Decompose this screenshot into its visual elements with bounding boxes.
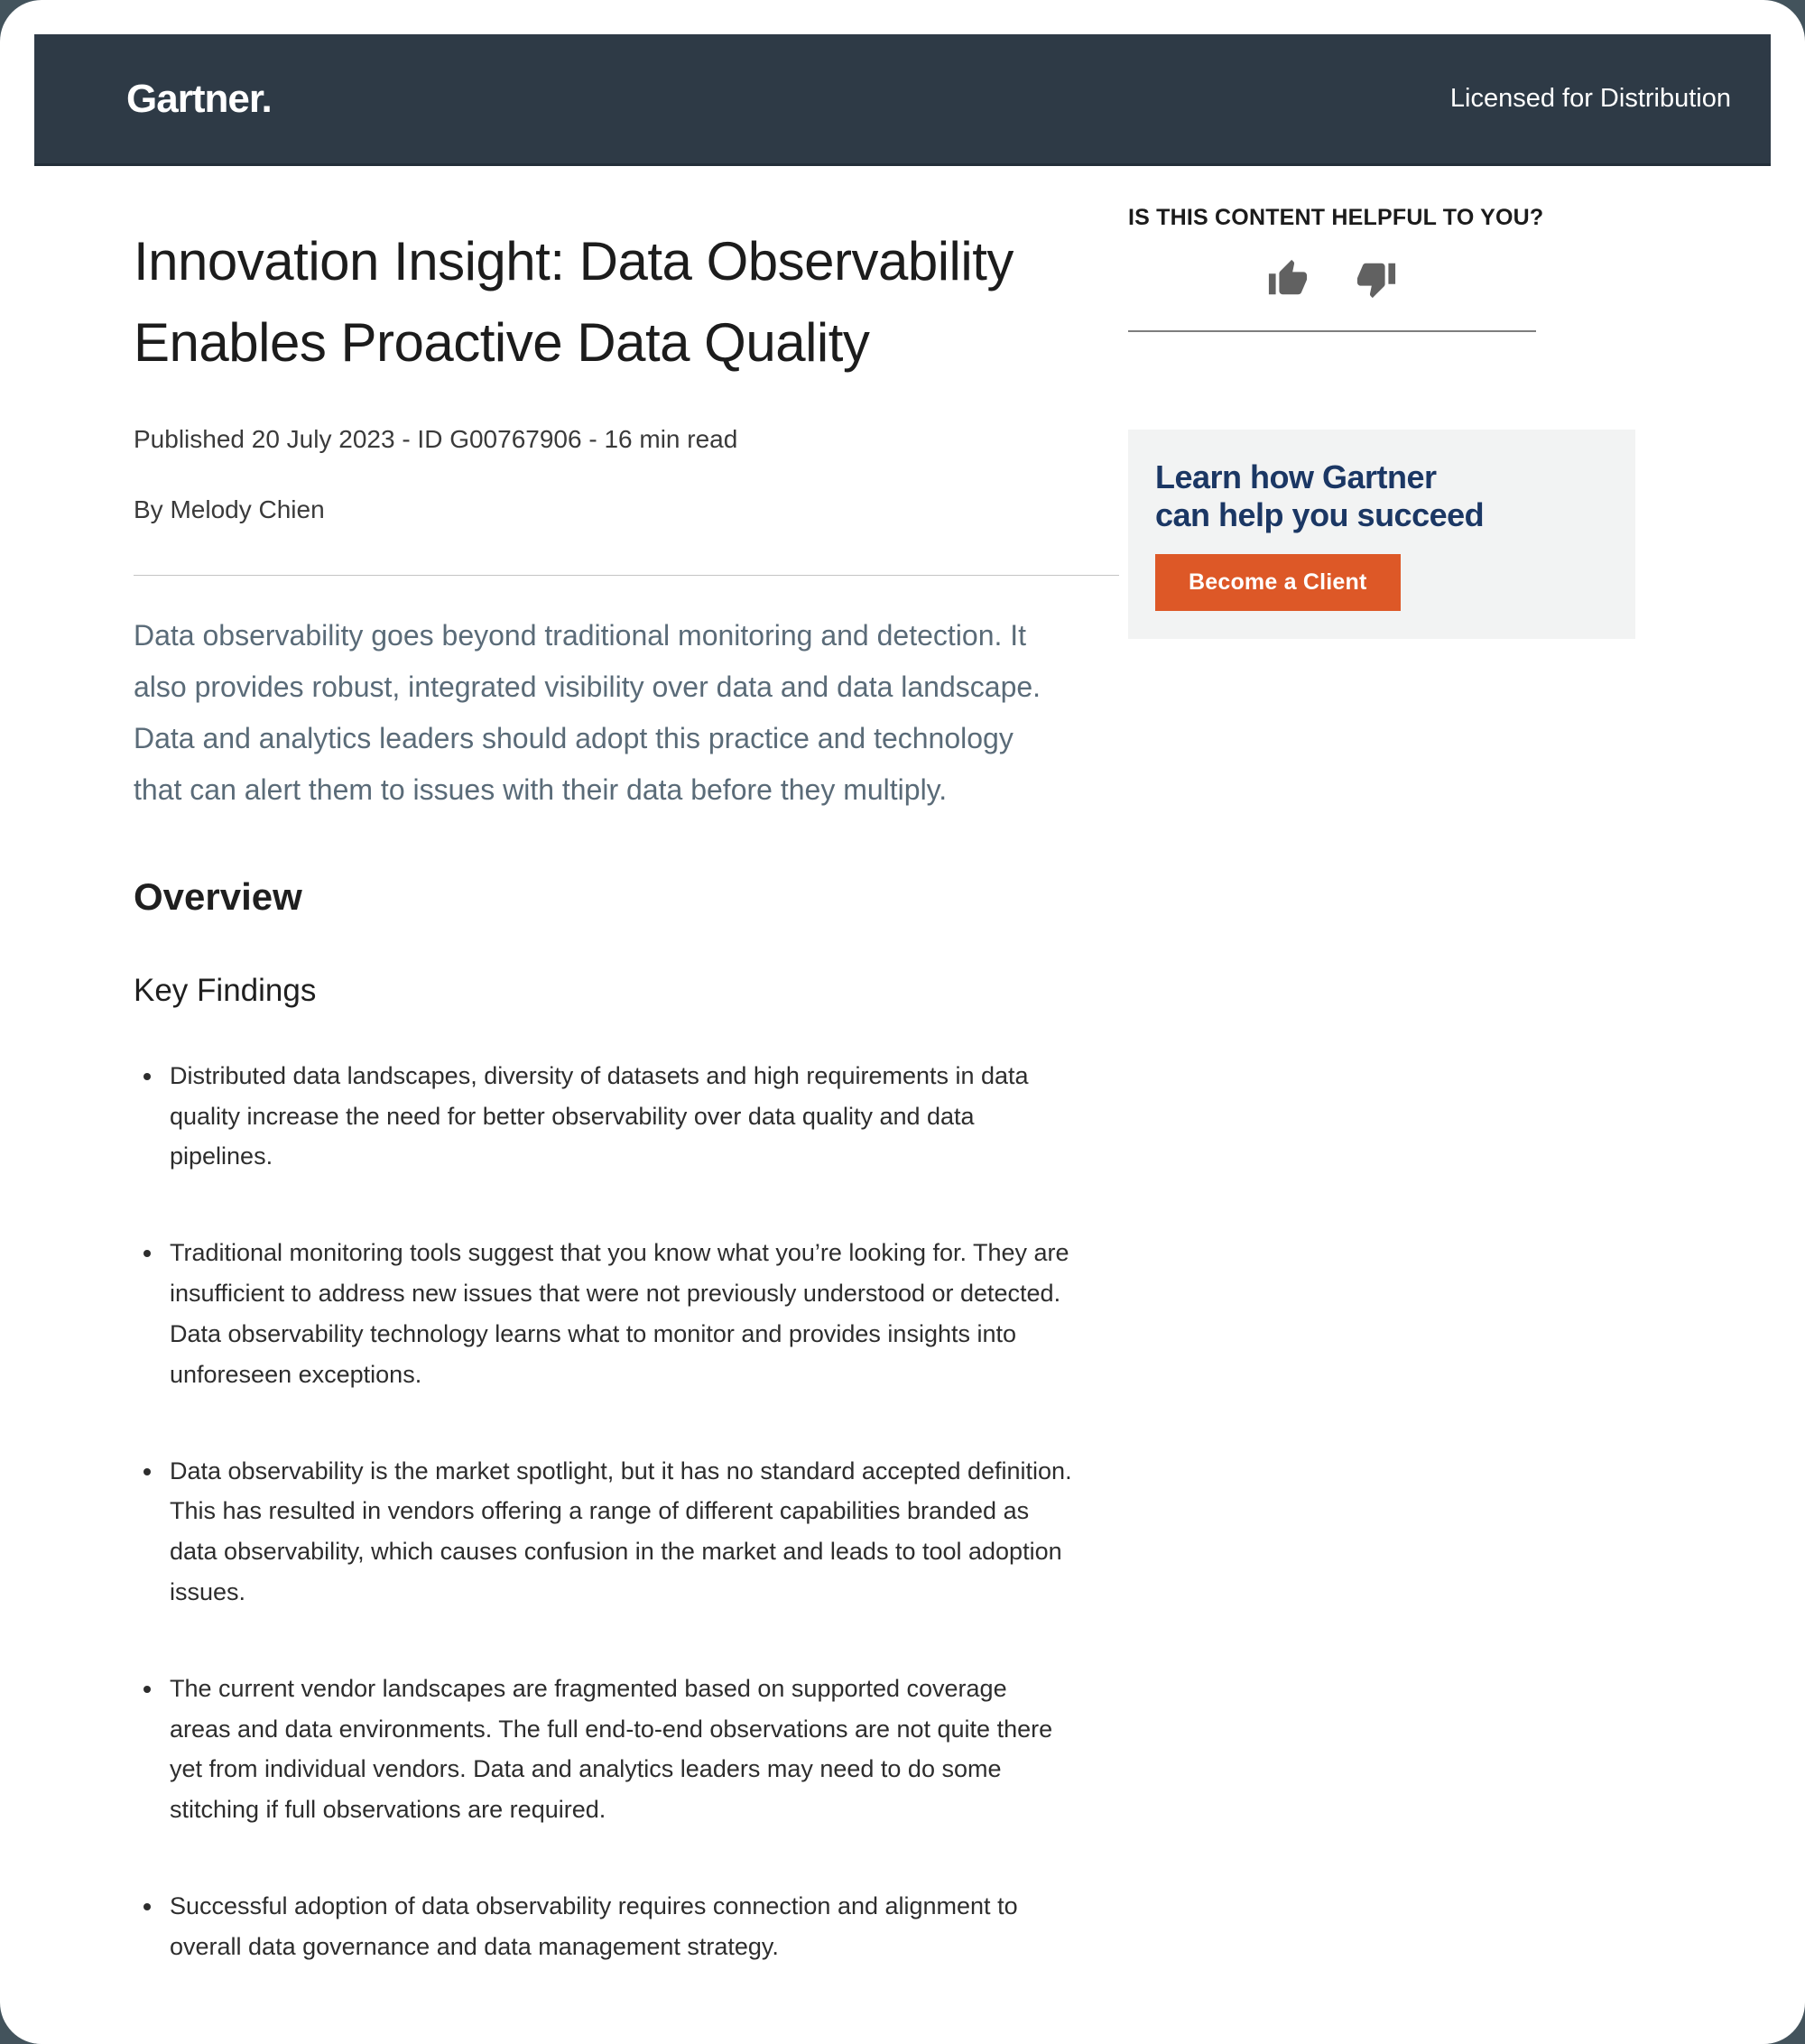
- thumb-down-icon: [1356, 289, 1397, 302]
- thumb-up-icon: [1267, 289, 1309, 302]
- article-column: [134, 169, 1119, 2023]
- become-client-button[interactable]: Become a Client: [1155, 554, 1401, 611]
- meta-divider: [134, 575, 1119, 576]
- key-finding-item: • Successful adoption of data observability requires connection and alignment to overall data governance and data management strategy.: [164, 1886, 1072, 1967]
- key-finding-item: • The current vendor landscapes are fragmented based on supported coverage areas and data environments. The full end-to-end observations are not quite there yet from individual vendors. Data and analytics leaders may need to do some stitching if full observations are required.: [164, 1669, 1072, 1830]
- main-content: [0, 169, 1805, 2044]
- promo-headline-line1: Learn how Gartner: [1155, 458, 1437, 495]
- key-finding-item: • Traditional monitoring tools suggest that you know what you’re looking for. They are insufficient to address new issues that were not previously understood or detected. Data observability technology learns what to monitor and provides insights into unforeseen exceptions.: [164, 1233, 1072, 1394]
- key-finding-item: • Distributed data landscapes, diversity of datasets and high requirements in data quality increase the need for better observability over data quality and data pipelines.: [164, 1056, 1072, 1177]
- header-bar: [34, 34, 1771, 166]
- key-findings-heading: Key Findings: [134, 972, 317, 1008]
- right-rail: [1128, 169, 1635, 639]
- helpful-widget: [1128, 205, 1544, 332]
- gartner-logo: Gartner.: [126, 76, 272, 121]
- promo-headline-line2: can help you succeed: [1155, 496, 1485, 534]
- helpful-prompt: IS THIS CONTENT HELPFUL TO YOU?: [1128, 205, 1544, 230]
- helpful-divider: [1128, 330, 1536, 332]
- article-byline: By Melody Chien: [134, 495, 325, 523]
- key-findings-list: [134, 1056, 1119, 1967]
- overview-heading: Overview: [134, 874, 302, 918]
- thumbs-row: [1128, 258, 1536, 300]
- thumb-up-button[interactable]: [1267, 258, 1309, 300]
- key-finding-item: • Data observability is the market spotlight, but it has no standard accepted definition. This has resulted in vendors offering a range of different capabilities branded as data observability, which causes confusion in the market and leads to tool adoption issues.: [164, 1451, 1072, 1613]
- license-label: Licensed for Distribution: [1449, 84, 1731, 113]
- thumb-down-button[interactable]: [1356, 258, 1397, 300]
- article-abstract: Data observability goes beyond traditional monitoring and detection. It also provides robust, integrated visibility over data and data landscape. Data and analytics leaders should adopt this practice and technology that can alert them to issues with their data before they multiply.: [134, 619, 1041, 806]
- promo-card: [1128, 430, 1635, 639]
- article-title: Innovation Insight: Data Observability Enables Proactive Data Quality: [134, 231, 1014, 373]
- promo-headline: [1155, 458, 1608, 534]
- article-meta: Published 20 July 2023 - ID G00767906 - 16 min read: [134, 425, 738, 453]
